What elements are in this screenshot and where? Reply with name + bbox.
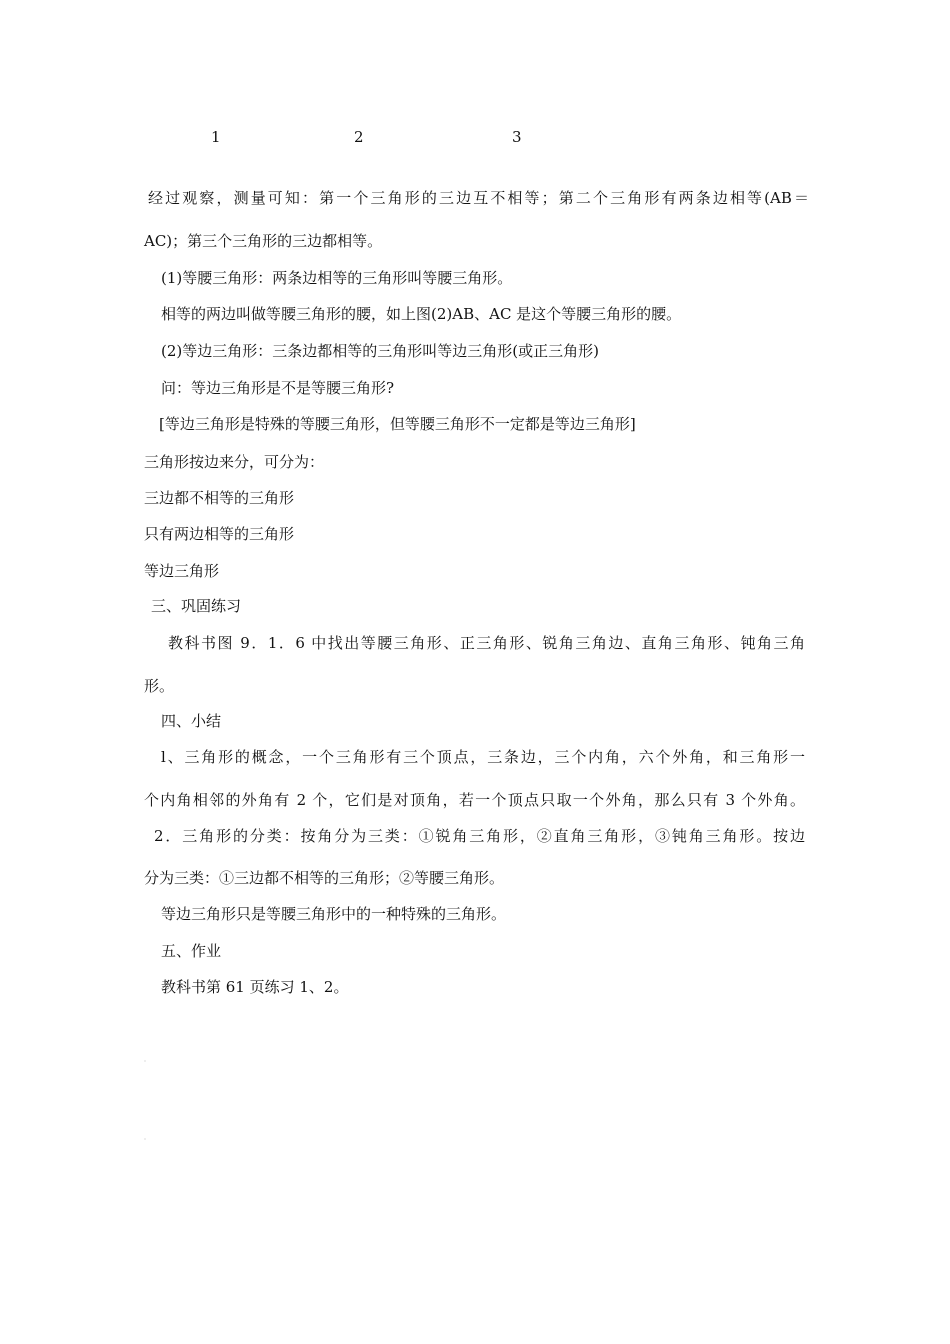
summary-1-line-1: l、三角形的概念，一个三角形有三个顶点，三条边，三个内角，六个外角，和三角形一	[161, 748, 805, 766]
scalene-triangle-item: 三边都不相等的三角形	[144, 489, 295, 507]
figure-label-3: 3	[512, 128, 522, 146]
observation-line-2: AC)；第三个三角形的三边都相等。	[144, 232, 383, 250]
section-heading-homework: 五、作业	[161, 942, 222, 960]
classification-by-sides: 三角形按边来分，可分为：	[144, 453, 325, 471]
summary-2-line-2: 分为三类：①三边都不相等的三角形；②等腰三角形。	[144, 869, 505, 887]
figure-label-1: 1	[211, 128, 221, 146]
faint-mark	[144, 1060, 146, 1062]
faint-mark	[144, 1138, 146, 1140]
summary-2-line-1: 2．三角形的分类：按角分为三类：①锐角三角形，②直角三角形，③钝角三角形。按边	[154, 827, 805, 845]
answer-line: [等边三角形是特殊的等腰三角形，但等腰三角形不一定都是等边三角形]	[159, 415, 636, 433]
practice-line-2: 形。	[144, 677, 175, 695]
practice-line-1: 教科书图 9．1．6 中找出等腰三角形、正三角形、锐角三角边、直角三角形、钝角三角	[168, 634, 805, 652]
isosceles-definition: (1)等腰三角形：两条边相等的三角形叫等腰三角形。	[161, 269, 513, 287]
section-heading-summary: 四、小结	[161, 712, 222, 730]
equilateral-definition: (2)等边三角形：三条边都相等的三角形叫等边三角形(或正三角形)	[161, 342, 599, 360]
isosceles-legs-note: 相等的两边叫做等腰三角形的腰，如上图(2)AB、AC 是这个等腰三角形的腰。	[161, 305, 682, 323]
observation-line-1: 经过观察，测量可知：第一个三角形的三边互不相等；第二个三角形有两条边相等(AB＝	[148, 189, 809, 207]
equilateral-item: 等边三角形	[144, 562, 220, 580]
summary-3-line: 等边三角形只是等腰三角形中的一种特殊的三角形。	[161, 905, 507, 923]
question-line: 问：等边三角形是不是等腰三角形?	[161, 379, 395, 397]
figure-label-2: 2	[354, 128, 364, 146]
homework-line: 教科书第 61 页练习 1、2。	[161, 978, 349, 996]
summary-1-line-2: 个内角相邻的外角有 2 个，它们是对顶角，若一个顶点只取一个外角，那么只有 3 个外角。	[144, 791, 805, 809]
section-heading-practice: 三、巩固练习	[151, 597, 242, 615]
two-equal-sides-item: 只有两边相等的三角形	[144, 525, 295, 543]
